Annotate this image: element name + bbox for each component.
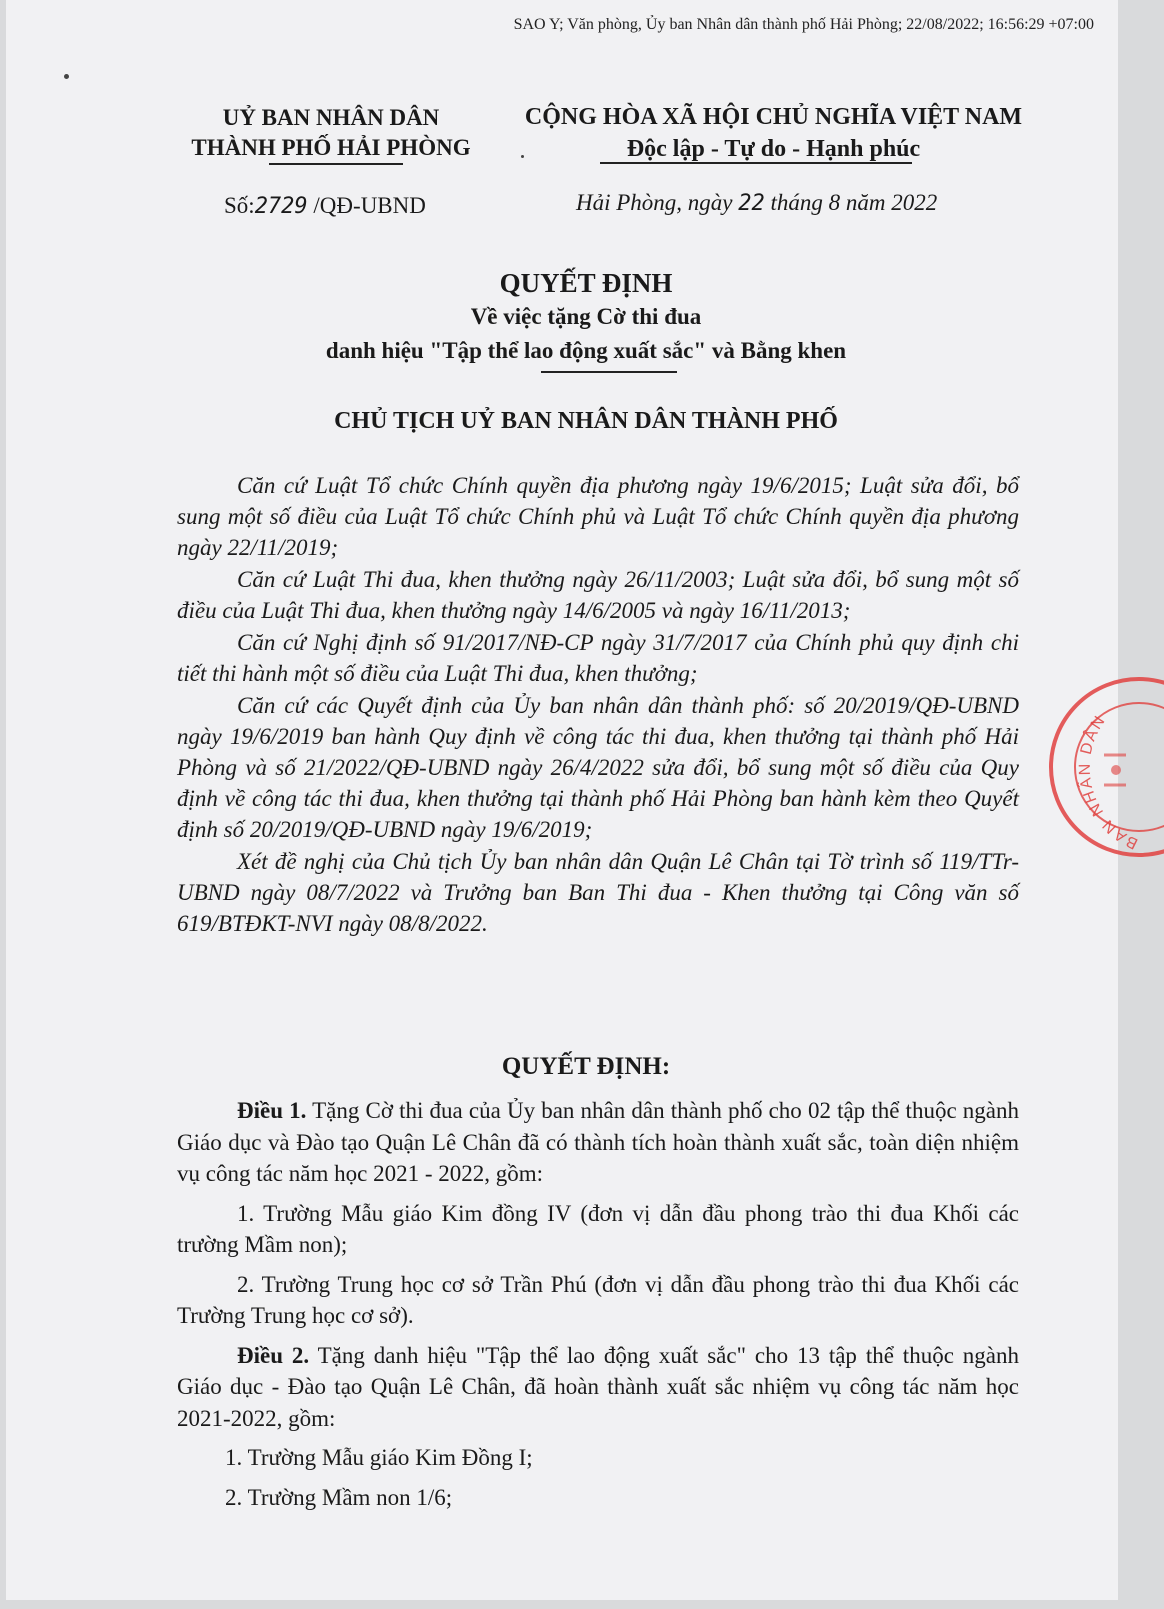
red-seal-stamp bbox=[1044, 675, 1164, 860]
decision-heading: QUYẾT ĐỊNH: bbox=[501, 1053, 671, 1080]
article-2-item: 1. Trường Mẫu giáo Kim Đồng I; bbox=[225, 1445, 533, 1470]
legal-basis: Căn cứ Nghị định số 91/2017/NĐ-CP ngày 31/7/2017 của Chính phủ quy định chi tiết thi hành một số điều của Luật Thi đua, khen thưởng; bbox=[177, 630, 1019, 686]
doc-number-value: 2729 bbox=[254, 194, 308, 219]
article-2-text: Tặng danh hiệu "Tập thể lao động xuất sắc" cho 13 tập thể thuộc ngành Giáo dục - Đào tạo Quận Lê Chân, đã hoàn thành xuất sắc nhiệm vụ công tác năm học 2021-2022, gồm: bbox=[177, 1342, 1020, 1431]
document-subject-2: danh hiệu "Tập thể lao động xuất sắc" và Bằng khen bbox=[325, 338, 847, 363]
article-1-label: Điều 1. bbox=[237, 1098, 307, 1123]
nation-line-1: CỘNG HÒA XÃ HỘI CHỦ NGHĨA VIỆT NAM bbox=[524, 104, 1023, 130]
article-2 bbox=[177, 1340, 1019, 1435]
article-2-item: 2. Trường Mầm non 1/6; bbox=[225, 1484, 453, 1510]
agency-line-2: THÀNH PHỐ HẢI PHÒNG bbox=[191, 135, 471, 160]
document-page bbox=[6, 0, 1141, 1600]
national-motto bbox=[511, 101, 1036, 165]
document-subject-1: Về việc tặng Cờ thi đua bbox=[470, 304, 702, 329]
digital-copy-stamp: SAO Y; Văn phòng, Ủy ban Nhân dân thành phố Hải Phòng; 22/08/2022; 16:56:29 +07:00 bbox=[513, 16, 1094, 33]
date-prefix: Hải Phòng, ngày bbox=[576, 190, 739, 215]
issuing-agency bbox=[171, 103, 491, 163]
subject-underline bbox=[541, 371, 677, 373]
motto-underline bbox=[600, 162, 912, 164]
legal-bases bbox=[177, 470, 1019, 940]
nation-line-2: Độc lập - Tự do - Hạnh phúc bbox=[626, 136, 921, 162]
document-number bbox=[224, 193, 426, 219]
article-1 bbox=[177, 1095, 1019, 1190]
date-day: 22 bbox=[738, 191, 765, 216]
decision-articles bbox=[177, 1095, 1019, 1521]
doc-number-prefix: Số: bbox=[224, 193, 255, 218]
article-1-text: Tặng Cờ thi đua của Ủy ban nhân dân thành phố cho 02 tập thể thuộc ngành Giáo dục và Đào tạo Quận Lê Chân đã có thành tích hoàn thành xuất sắc, toàn diện nhiệm vụ công tác năm học 2021 - 2022, gồm: bbox=[177, 1098, 1019, 1186]
seal-text: BAN NHÂN DÂN bbox=[1076, 711, 1141, 852]
issuing-authority: CHỦ TỊCH UỶ BAN NHÂN DÂN THÀNH PHỐ bbox=[334, 408, 838, 434]
legal-basis: Căn cứ Luật Thi đua, khen thưởng ngày 26/11/2003; Luật sửa đổi, bổ sung một số điều của Luật Thi đua, khen thưởng ngày 14/6/2005 và ngày 16/11/2013; bbox=[177, 567, 1019, 623]
doc-number-suffix: /QĐ-UBND bbox=[313, 193, 426, 218]
legal-basis: Căn cứ các Quyết định của Ủy ban nhân dân thành phố: số 20/2019/QĐ-UBND ngày 19/6/2019 ban hành Quy định về công tác thi đua, khen thưởng tại thành phố Hải Phòng và số 21/2022/QĐ-UBND ngày 26/4/2022 sửa đổi, bổ sung một số điều của Quy định về công tác thi đua, khen thưởng tại thành phố Hải Phòng ban hành kèm theo Quyết định số 20/2019/QĐ-UBND ngày 19/6/2019; bbox=[177, 693, 1019, 842]
agency-underline bbox=[269, 163, 403, 165]
scan-speck bbox=[64, 74, 69, 79]
date-suffix: tháng 8 năm 2022 bbox=[764, 190, 938, 215]
agency-line-1: UỶ BAN NHÂN DÂN bbox=[222, 105, 440, 130]
legal-basis: Căn cứ Luật Tổ chức Chính quyền địa phương ngày 19/6/2015; Luật sửa đổi, bổ sung một số điều của Luật Tổ chức Chính phủ và Luật Tổ chức Chính quyền địa phương ngày 22/11/2019; bbox=[177, 473, 1019, 560]
document-type-title: QUYẾT ĐỊNH bbox=[499, 268, 673, 298]
article-2-label: Điều 2. bbox=[237, 1342, 310, 1368]
place-and-date bbox=[576, 190, 937, 216]
article-1-item: 1. Trường Mẫu giáo Kim đồng IV (đơn vị dẫn đầu phong trào thi đua Khối các trường Mầm non); bbox=[177, 1200, 1019, 1257]
article-1-item: 2. Trường Trung học cơ sở Trần Phú (đơn vị dẫn đầu phong trào thi đua Khối các Trường Trung học cơ sở). bbox=[177, 1271, 1019, 1328]
legal-basis: Xét đề nghị của Chủ tịch Ủy ban nhân dân Quận Lê Chân tại Tờ trình số 119/TTr-UBND ngày 08/7/2022 và Trưởng ban Ban Thi đua - Khen thưởng tại Công văn số 619/BTĐKT-NVI ngày 08/8/2022. bbox=[177, 849, 1019, 936]
